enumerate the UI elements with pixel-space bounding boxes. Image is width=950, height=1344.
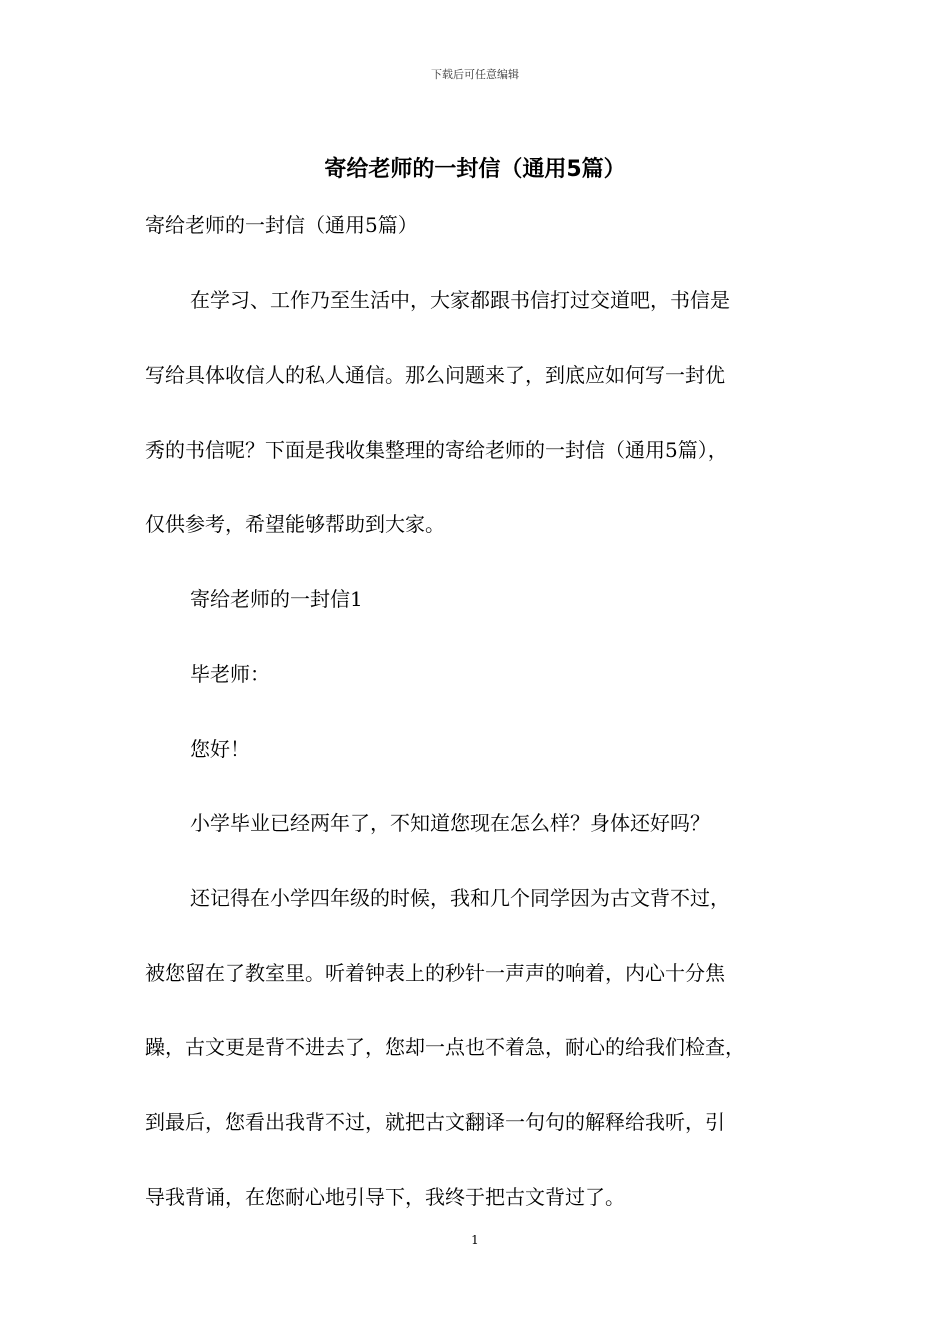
paragraph-line: 躁，古文更是背不进去了，您却一点也不着急，耐心的给我们检查， xyxy=(145,1035,745,1059)
page-number: 1 xyxy=(471,1233,479,1247)
paragraph-line: 秀的书信呢？下面是我收集整理的寄给老师的一封信（通用5篇）， xyxy=(145,438,728,462)
letter-salutation: 毕老师： xyxy=(190,662,270,686)
letter-heading: 寄给老师的一封信1 xyxy=(190,587,363,611)
paragraph-line: 还记得在小学四年级的时候，我和几个同学因为古文背不过， xyxy=(190,886,730,910)
document-subtitle: 寄给老师的一封信（通用5篇） xyxy=(145,213,418,237)
paragraph-line: 被您留在了教室里。听着钟表上的秒针一声声的响着，内心十分焦 xyxy=(145,961,725,985)
paragraph-line: 在学习、工作乃至生活中，大家都跟书信打过交道吧，书信是 xyxy=(190,288,730,312)
paragraph-line: 写给具体收信人的私人通信。那么问题来了，到底应如何写一封优 xyxy=(145,363,725,387)
paragraph-line: 小学毕业已经两年了，不知道您现在怎么样？身体还好吗？ xyxy=(190,811,710,835)
paragraph-line: 导我背诵，在您耐心地引导下，我终于把古文背过了。 xyxy=(145,1185,625,1209)
header-note: 下载后可任意编辑 xyxy=(431,68,519,81)
letter-greeting: 您好！ xyxy=(190,737,250,761)
paragraph-line: 到最后，您看出我背不过，就把古文翻译一句句的解释给我听，引 xyxy=(145,1110,725,1134)
paragraph-line: 仅供参考，希望能够帮助到大家。 xyxy=(145,512,445,536)
document-title: 寄给老师的一封信（通用5篇） xyxy=(324,157,626,182)
